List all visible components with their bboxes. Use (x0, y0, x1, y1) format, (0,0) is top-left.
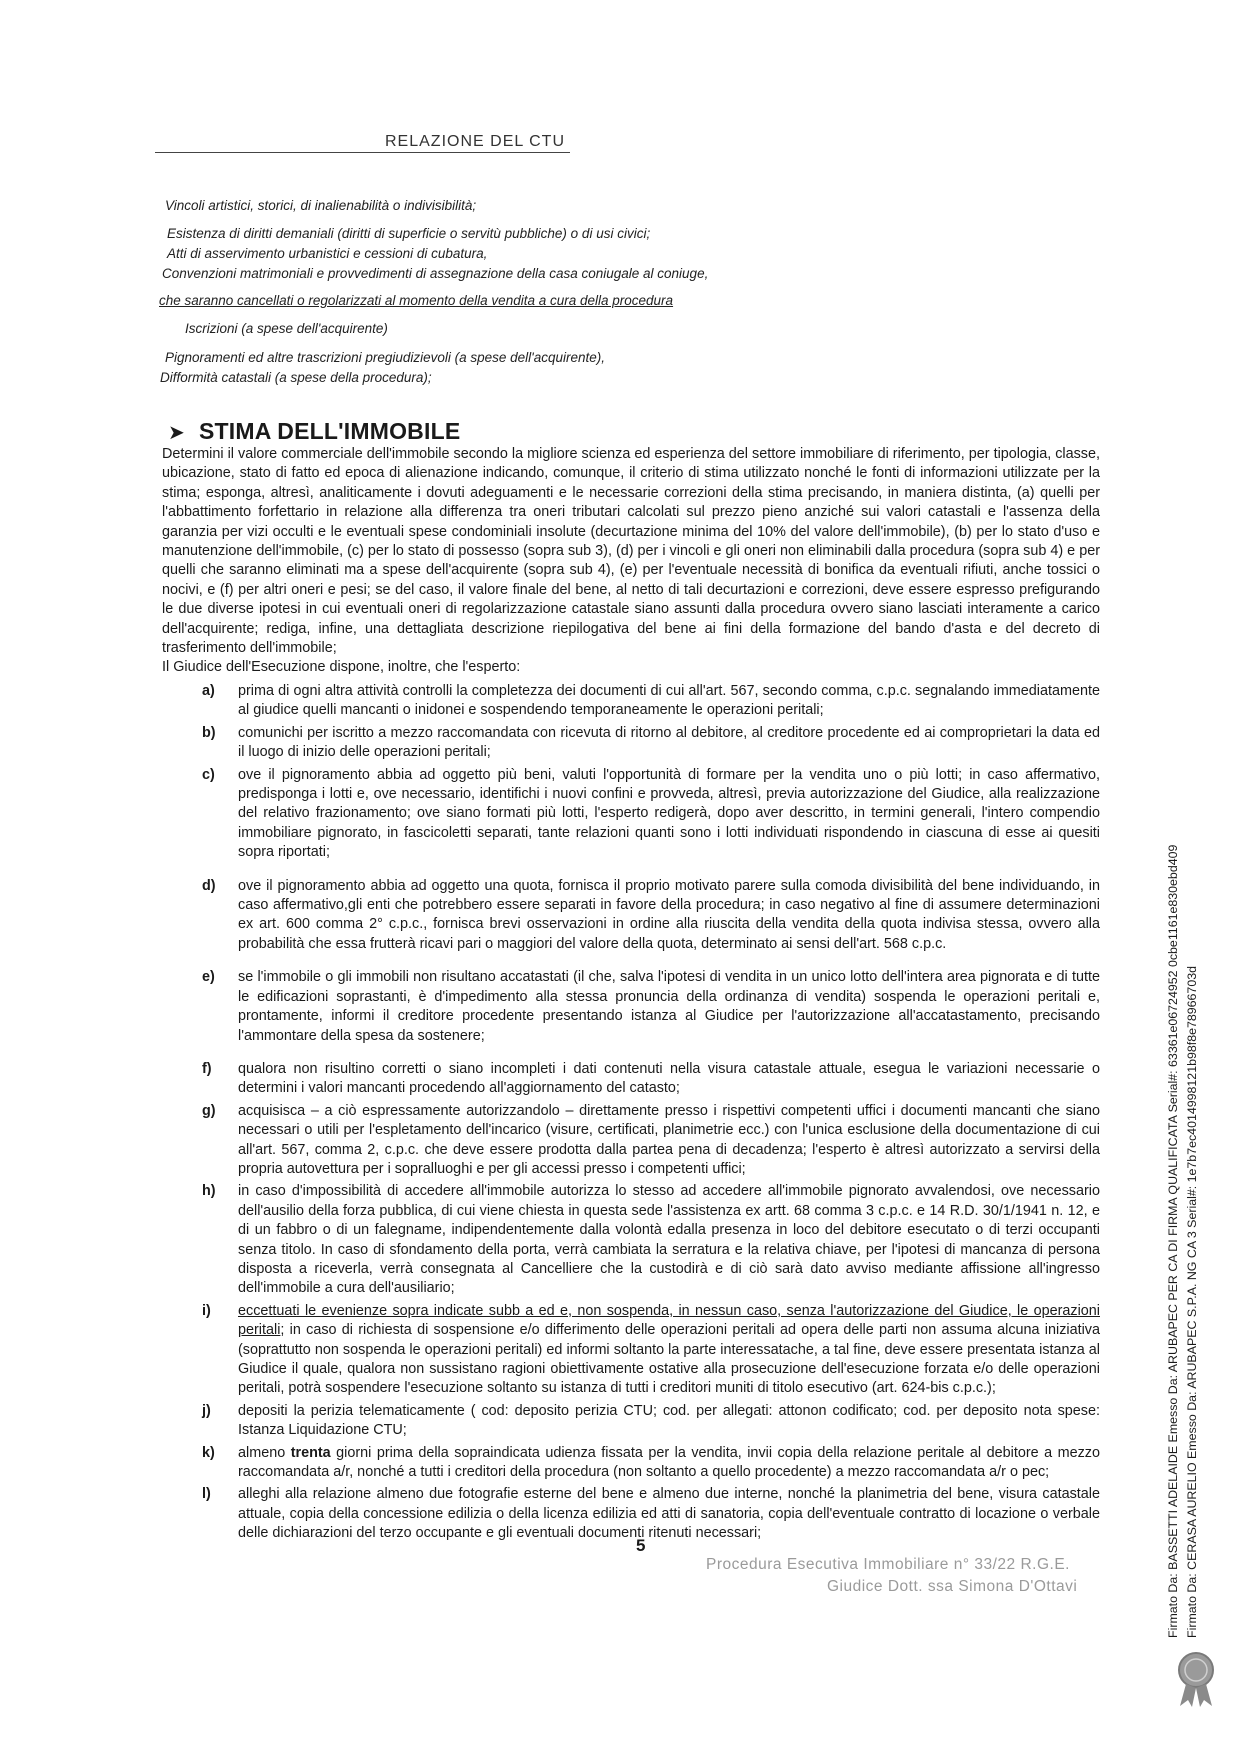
section-heading (168, 418, 460, 445)
list-item (162, 1302, 1100, 1399)
item-text-underlined: eccettuati le evenienze sopra indicate subb a ed e, non sospenda, in nessun caso, senza l'autorizzazione del Giudice, le operazioni peritali (238, 1302, 1100, 1339)
item-text: ove il pignoramento abbia ad oggetto più beni, valuti l'opportunità di formare per la vendita uno o più lotti; in caso affermativo, predisponga i lotti e, ove necessario, identifichi i nuovi confini e provveda, altresì, previa autorizzazione del Giudice, alla realizzazione del relativo frazionamento; ove siano formati più lotti, l'esperto redigerà, dopo aver descritto, in termini generali, l'intero compendio immobiliare pignorato, in fascicoletti separati, tante relazioni quanti sono i lotti individuati rispondendo in ciascuna di esse ai quesiti sopra riportati; (238, 766, 1100, 861)
item-text: ; in caso di richiesta di sospensione e/o differimento delle operazioni peritali ad opera delle parti non assuma alcuna iniziativa (soprattutto non sospenda le operazioni peritali) ed informi soltanto la parte interessatache, a tal fine, deve essere presentata istanza al Giudice il quale, qualora non sussistano ragioni obiettivamente ostative alla prosecuzione dell'esecuzione forzata e/o delle operazioni peritali, potrà sospendere l'esecuzione soltanto su istanza di tutti i creditori muniti di titolo esecutivo (art. 624-bis c.p.c.); (238, 1322, 1100, 1397)
list-item (162, 724, 1100, 763)
seal-icon (1172, 1650, 1220, 1708)
header-rule (155, 152, 570, 153)
item-text: prima di ogni altra attività controlli la completezza dei documenti di cui all'art. 567, secondo comma, c.p.c. segnalando immediatamente al giudice quelli mancanti o inidonei e sospendendo temporaneamente le operazioni peritali; (238, 683, 1100, 719)
item-label: k) (202, 1444, 215, 1461)
item-text: giorni prima della sopraindicata udienza fissata per la vendita, invii copia della relazione peritale al debitore a mezzo raccomandata a/r, nonché a tutti i creditori della procedura (non soltanto a quello procedente) a mezzo raccomandata a/r o pec; (238, 1444, 1100, 1481)
item-text: se l'immobile o gli immobili non risultano accatastati (il che, salva l'ipotesi di vendita in un unico lotto dell'intera area pignorata e di tutte le edificazioni soprastanti, è d'impedimento alla stessa pronuncia della ordinanza di vendita) sospenda le operazioni peritali e, prontamente, informi il creditore procedente presentando istanza al Giudice per l'autorizzazione all'accatastamento, precisando l'ammontare della spesa da sostenere; (238, 969, 1100, 1044)
list-item (162, 1182, 1100, 1298)
item-label: c) (202, 766, 215, 783)
list-item (162, 1444, 1100, 1483)
item-label: h) (202, 1183, 216, 1200)
intro-paragraph: Determini il valore commerciale dell'immobile secondo la migliore scienza ed esperienza del settore immobiliare di riferimento, per tipologia, classe, ubicazione, stato di fatto ed epoca di alienazione indicando, comunque, il criterio di stima utilizzato nonché le fonti di informazioni utilizzate per la stima; esponga, altresì, analiticamente i dovuti adeguamenti e le necessarie correzioni della stima precisando, in maniera distinta, (a) quelli per l'abbattimento forfettario in relazione alla differenza tra oneri tributari calcolati sul prezzo pieno anziché sui valori catastali e l'assenza della garanzia per vizi occulti e le eventuali spese condominiali insolute (decurtazione minima del 10% del valore dell'immobile), (b) per lo stato d'uso e manutenzione dell'immobile, (c) per lo stato di possesso (sopra sub 3), (d) per i vincoli e gli oneri non eliminabili dalla procedura (sopra sub 4) e per quelli che saranno eliminati ma a spese dell'acquirente (sopra sub 4), (e) per l'eventuale necessità di bonifica da eventuali rifiuti, anche tossici o nocivi, e (f) per altri oneri e pesi; se del caso, il valore finale del bene, al netto di tali decurtazioni e correzioni, deve essere espresso prefigurando le due diverse ipotesi in cui eventuali oneri di regolarizzazione catastale siano assunti dalla procedura ovvero siano lasciati interamente a carico dell'acquirente; rediga, infine, una dettagliata descrizione riepilogativa del bene ai fini della formazione del bando d'asta e del decreto di trasferimento dell'immobile; (162, 446, 1100, 657)
item-text: alleghi alla relazione almeno due fotografie esterne del bene e almeno due interne, nonché la planimetria del bene, visura catastale attuale, copia della concessione edilizia o della licenza edilizia ed atti di sanatoria, copia dell'eventuale contratto di locazione o verbale delle dichiarazioni del terzo occupante e gli eventuali documenti ritenuti necessari; (238, 1486, 1100, 1542)
body-text (162, 445, 1100, 678)
digital-signature-1: Firmato Da: BASSETTI ADELAIDE Emesso Da: ARUBAPEC PER CA DI FIRMA QUALIFICATA Serial#: 63361e06724952 0cbe1161e830ebd409 (1166, 844, 1180, 1638)
item-label: b) (202, 724, 216, 741)
item-label: g) (202, 1102, 216, 1119)
a-spese-item: Pignoramenti ed altre trascrizioni pregiudizievoli (a spese dell'acquirente), (165, 350, 606, 365)
digital-signature-2: Firmato Da: CERASA AURELIO Emesso Da: ARUBAPEC S.P.A. NG CA 3 Serial#: 1e7b7ec4014998121b98f8e78966703d (1185, 965, 1199, 1638)
header-title: RELAZIONE DEL CTU (385, 133, 565, 150)
vincoli-item: Vincoli artistici, storici, di inalienabilità o indivisibilità; (165, 198, 477, 213)
list-item (162, 682, 1100, 721)
list-item (162, 766, 1100, 863)
item-label: d) (202, 877, 216, 894)
item-text-before: almeno (238, 1444, 291, 1461)
vincoli-item: Convenzioni matrimoniali e provvedimenti di assegnazione della casa coniugale al coniuge, (162, 266, 709, 281)
item-text: in caso d'impossibilità di accedere all'immobile autorizza lo stesso ad accedere all'immobile pignorato avvalendosi, ove necessario dell'ausilio della forza pubblica, di cui viene chiesta in questa sede l'assistenza ex artt. 68 comma 3 c.p.c. e 14 R.D. 30/1/1941 n. 12, e di un fabbro o di un falegname, indipendentemente dalla volontà edalla presenza in loco del debitore esecutato o di terzi occupanti senza titolo. In caso di sfondamento della porta, verrà cambiata la serratura e la relativa chiave, per l'ipotesi di mancanza di persona disposta a riceverla, verrà consegnata al Cancelliere che la custodirà e di ciò sarà dato avviso mediante affissione all'ingresso dell'immobile a cura dell'ausiliario; (238, 1183, 1100, 1297)
item-label: j) (202, 1402, 211, 1419)
footer-procedure: Procedura Esecutiva Immobiliare n° 33/22 R.G.E. (706, 1556, 1070, 1573)
vincoli-item: Esistenza di diritti demaniali (diritti di superficie o servitù pubbliche) o di usi civici; (167, 226, 651, 241)
arrow-bullet-icon: ➤ (168, 422, 185, 444)
a-spese-item: Difformità catastali (a spese della procedura); (160, 370, 432, 385)
list-item (162, 1102, 1100, 1180)
item-text: qualora non risultino corretti o siano incompleti i dati contenuti nella visura catastale attuale, esegua le variazioni necessarie o determini i valori mancanti procedendo all'aggiornamento del catasto; (238, 1060, 1100, 1097)
vincoli-item: Atti di asservimento urbanistici e cessioni di cubatura, (167, 246, 488, 261)
list-item (162, 1485, 1100, 1543)
list-item (162, 1402, 1100, 1441)
item-label: e) (202, 969, 215, 986)
cancellati-line: che saranno cancellati o regolarizzati al momento della vendita a cura della procedura (159, 293, 674, 308)
giudice-paragraph: Il Giudice dell'Esecuzione dispone, inoltre, che l'esperto: (162, 659, 521, 676)
item-text: ove il pignoramento abbia ad oggetto una quota, fornisca il proprio motivato parere sulla comoda divisibilità del bene individuando, in caso affermativo,gli enti che potrebbero essere separati in favore della procedura; in caso negativo al fine di assumere determinazioni ex art. 600 comma 2° c.p.c., fornisca brevi osservazioni in ordine alla riuscita della vendita della quota indivisa stessa, ovvero alla probabilità che essa frutterà ricavi pari o maggiori del valore della quota, determinato ai sensi dell'art. 568 c.p.c. (238, 877, 1100, 952)
list-item (162, 968, 1100, 1046)
footer-judge: Giudice Dott. ssa Simona D'Ottavi (827, 1578, 1078, 1595)
a-spese-item: Iscrizioni (a spese dell'acquirente) (185, 321, 388, 336)
item-label: a) (202, 683, 215, 699)
list-item (162, 1060, 1100, 1099)
item-text: depositi la perizia telematicamente ( cod: deposito perizia CTU; cod. per allegati: attonon codificato; cod. per deposito nota spese: Istanza Liquidazione CTU; (238, 1402, 1100, 1439)
instructions-list (162, 682, 1100, 1547)
item-label: i) (202, 1302, 211, 1319)
section-title: STIMA DELL'IMMOBILE (198, 418, 461, 444)
item-text: acquisisca – a ciò espressamente autorizzandolo – direttamente presso i rispettivi competenti uffici i documenti mancanti che siano necessari o utili per l'espletamento dell'incarico (visure, certificati, planimetrie ecc.) con l'unica esclusione della documentazione di cui all'art. 567, comma 2, c.p.c. che deve essere prodotta dalla partea pena di decadenza; l'esperto è altresì autorizzato a servirsi della propria autovettura per i sopralluoghi e per gli accessi presso i competenti uffici; (238, 1102, 1100, 1177)
page-number: 5 (636, 1536, 646, 1555)
item-label: l) (202, 1486, 211, 1503)
list-item (162, 877, 1100, 955)
item-text-bold: trenta (290, 1444, 331, 1461)
item-label: f) (202, 1060, 212, 1077)
item-text: comunichi per iscritto a mezzo raccomandata con ricevuta di ritorno al debitore, al creditore procedente ed ai comproprietari la data ed il luogo di inizio delle operazioni peritali; (238, 724, 1100, 761)
